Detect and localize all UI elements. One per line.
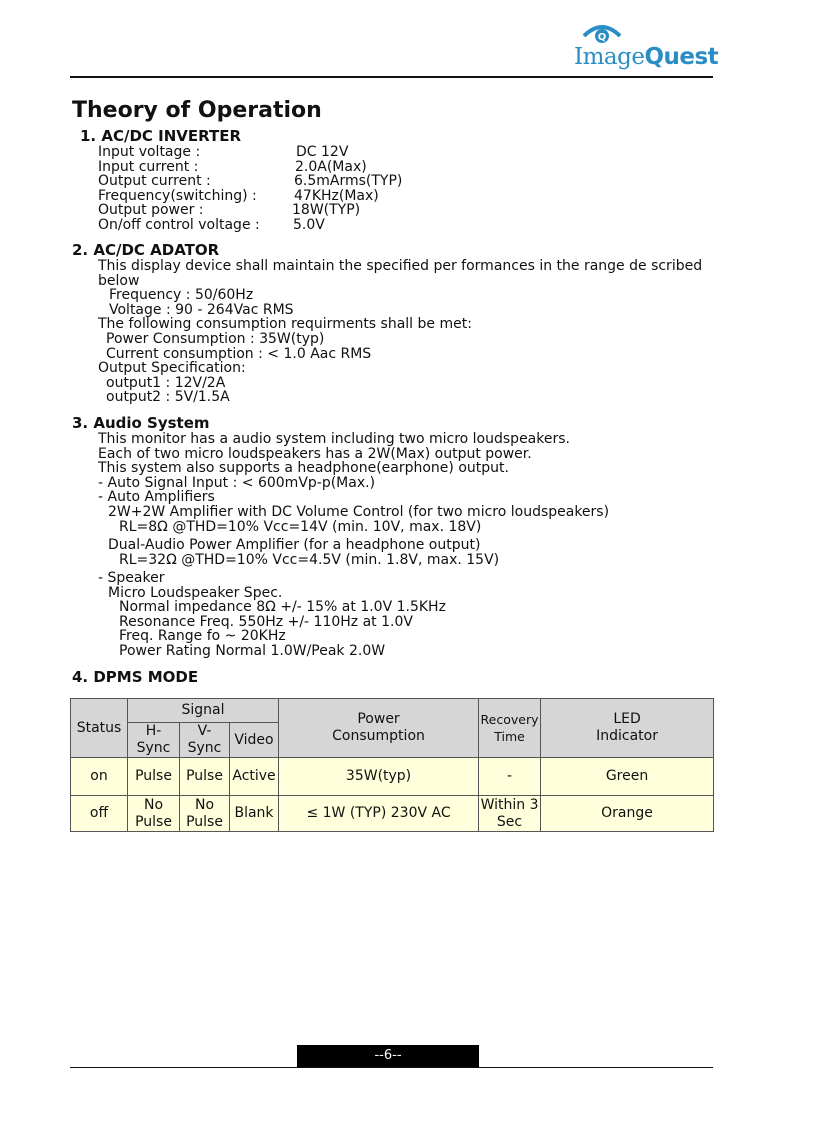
page-number: --6-- [297, 1045, 479, 1067]
audio-text-line: 2W+2W Amplifier with DC Volume Control (for two micro loudspeakers) [108, 504, 610, 520]
inverter-label: Input voltage : [98, 144, 201, 160]
adaptor-text-line: below [98, 272, 140, 289]
imagequest-logo [572, 22, 719, 72]
logo-text-quest: Quest [644, 44, 719, 70]
cell-vsync-line2: Pulse [186, 813, 223, 830]
adaptor-text-line: Output Specification: [98, 360, 246, 377]
cell-vsync-line1: No [194, 796, 215, 813]
audio-text-line: Micro Loudspeaker Spec. [108, 584, 283, 601]
cell-recovery-line1: Within 3 [480, 796, 539, 813]
section-1-heading: 1. AC/DC INVERTER [80, 127, 242, 145]
audio-text-line: Power Rating Normal 1.0W/Peak 2.0W [119, 643, 386, 659]
header-power-line2: Consumption [332, 728, 425, 744]
table-row [71, 758, 714, 796]
inverter-value: 6.5mArms(TYP) [294, 173, 403, 190]
cell-status: off [71, 796, 128, 832]
cell-video: Blank [230, 796, 279, 832]
header-status: Status [71, 699, 128, 758]
cell-power: 35W(typ) [279, 758, 479, 796]
audio-text-line: Resonance Freq. 550Hz +/- 110Hz at 1.0V [119, 613, 413, 630]
header-hsync: H-Sync [128, 723, 180, 758]
inverter-value: 47KHz(Max) [294, 187, 379, 204]
header-recovery-line2: Time [494, 729, 525, 744]
cell-video: Active [230, 758, 279, 796]
adaptor-text-line: The following consumption requirments shall be met: [98, 316, 472, 333]
cell-led: Orange [541, 796, 714, 832]
inverter-label: Output power : [98, 202, 204, 219]
dpms-table [70, 698, 714, 832]
cell-hsync-line1: No [143, 796, 164, 813]
header-led [541, 699, 714, 758]
table-row [71, 796, 714, 832]
logo-eye-icon [582, 22, 622, 46]
header-led-line2: Indicator [596, 728, 658, 744]
header-led-line1: LED [613, 711, 641, 727]
section-2-heading: 2. AC/DC ADATOR [72, 241, 220, 259]
cell-status: on [71, 758, 128, 796]
adaptor-text-line: Power Consumption : 35W(typ) [106, 331, 325, 347]
inverter-label: Input current : [98, 158, 199, 175]
header-power-line1: Power [357, 711, 400, 727]
table-header-row [71, 699, 714, 723]
cell-power: ≤ 1W (TYP) 230V AC [279, 796, 479, 832]
audio-text-line: Freq. Range fo ~ 20KHz [119, 628, 286, 645]
footer-divider [70, 1067, 713, 1068]
section-4-heading: 4. DPMS MODE [72, 668, 199, 686]
inverter-label: On/off control voltage : [98, 217, 260, 233]
cell-hsync-line2: Pulse [135, 813, 172, 830]
audio-text-line: Normal impedance 8Ω +/- 15% at 1.0V 1.5KHz [119, 599, 446, 616]
cell-recovery [479, 796, 541, 832]
cell-vsync: Pulse [180, 758, 230, 796]
header-power [279, 699, 479, 758]
adaptor-text-line: Voltage : 90 - 264Vac RMS [109, 301, 294, 318]
audio-text-line: - Speaker [98, 570, 165, 586]
logo-wordmark [574, 44, 718, 70]
inverter-label: Frequency(switching) : [98, 187, 257, 204]
inverter-value: DC 12V [296, 144, 349, 160]
header-recovery [479, 699, 541, 758]
audio-text-line: This monitor has a audio system including two micro loudspeakers. [98, 431, 570, 447]
inverter-value: 5.0V [293, 217, 325, 233]
adaptor-text-line: Frequency : 50/60Hz [109, 287, 254, 304]
cell-recovery: - [479, 758, 541, 796]
audio-text-line: - Auto Amplifiers [98, 489, 215, 506]
cell-hsync: Pulse [128, 758, 180, 796]
audio-text-line: - Auto Signal Input : < 600mVp-p(Max.) [98, 474, 376, 491]
audio-text-line: Dual-Audio Power Amplifier (for a headphone output) [108, 537, 481, 553]
header-video: Video [230, 723, 279, 758]
section-3-heading: 3. Audio System [72, 414, 210, 432]
adaptor-text-line: output2 : 5V/1.5A [106, 389, 230, 406]
logo-text-image: Image [574, 44, 645, 70]
audio-text-line: RL=32Ω @THD=10% Vcc=4.5V (min. 1.8V, max. 15V) [119, 551, 500, 568]
adaptor-text-line: This display device shall maintain the specified per formances in the range de scribed [98, 258, 703, 274]
audio-text-line: Each of two micro loudspeakers has a 2W(Max) output power. [98, 445, 532, 462]
header-vsync: V-Sync [180, 723, 230, 758]
logo-mark-letter: Q [597, 32, 607, 43]
cell-vsync [180, 796, 230, 832]
header-recovery-line1: Recovery [480, 712, 539, 727]
page-title: Theory of Operation [72, 98, 322, 123]
inverter-value: 18W(TYP) [292, 202, 361, 219]
audio-text-line: RL=8Ω @THD=10% Vcc=14V (min. 10V, max. 18V) [119, 518, 482, 535]
cell-hsync [128, 796, 180, 832]
inverter-value: 2.0A(Max) [295, 158, 367, 175]
adaptor-text-line: Current consumption : < 1.0 Aac RMS [106, 345, 372, 362]
audio-text-line: This system also supports a headphone(earphone) output. [98, 460, 509, 477]
cell-recovery-line2: Sec [496, 813, 523, 830]
adaptor-text-line: output1 : 12V/2A [106, 374, 226, 391]
inverter-label: Output current : [98, 173, 211, 190]
cell-led: Green [541, 758, 714, 796]
header-divider [70, 76, 713, 78]
header-signal: Signal [128, 699, 279, 723]
